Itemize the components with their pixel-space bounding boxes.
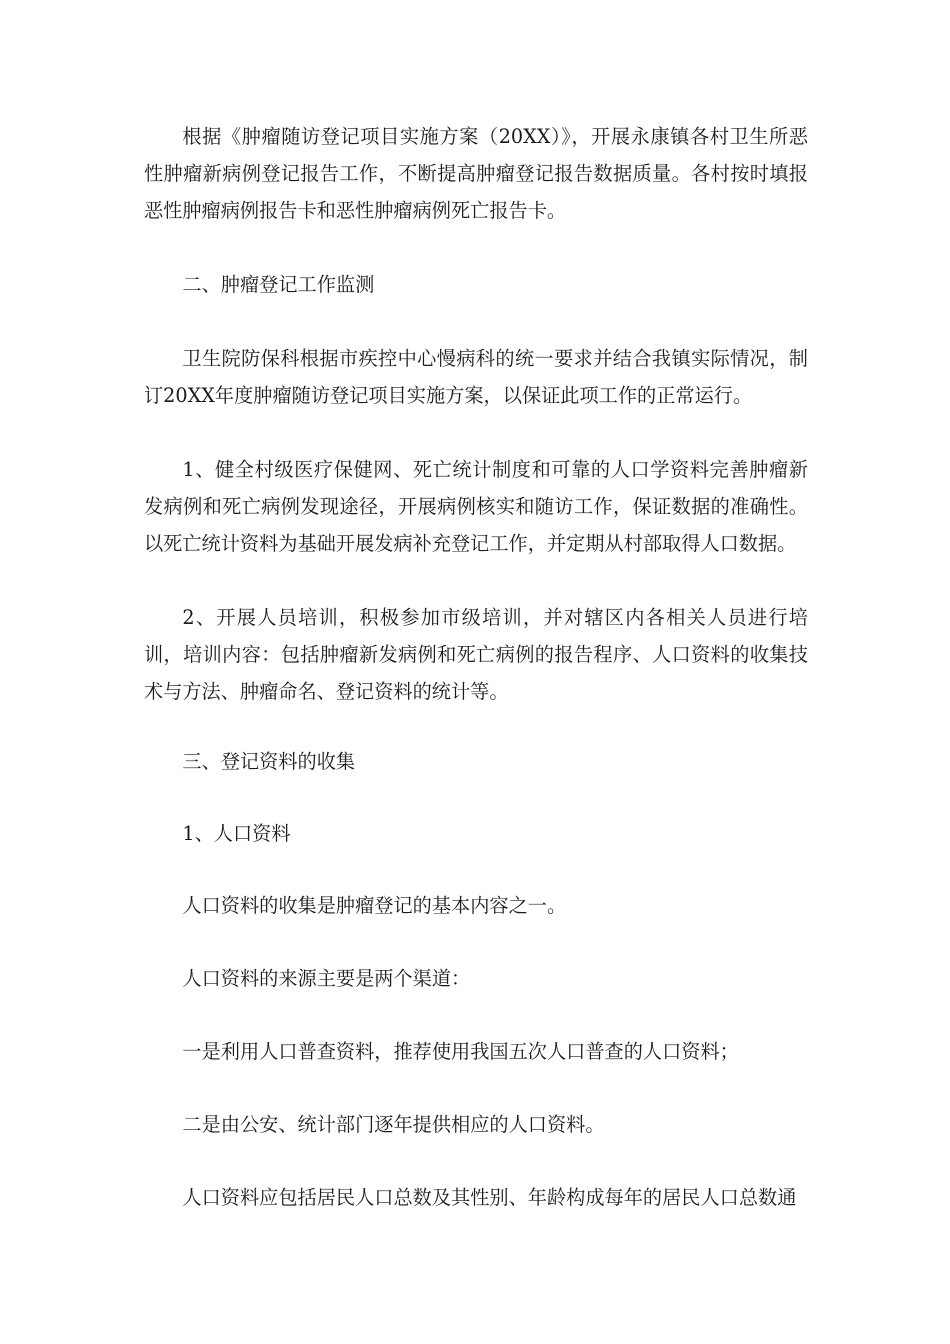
- paragraph-population-content: 人口资料应包括居民人口总数及其性别、年龄构成每年的居民人口总数通: [182, 1186, 797, 1209]
- paragraph-monitoring: 卫生院防保科根据市疾控中心慢病科的统一要求并结合我镇实际情况，制订20XX年度肿瘤随访登记项目实施方案，以保证此项工作的正常运行。: [144, 347, 808, 407]
- paragraph-source-one: 一是利用人口普查资料，推荐使用我国五次人口普查的人口资料；: [182, 1040, 739, 1063]
- subheading-population-data: 1、人口资料: [182, 822, 291, 845]
- paragraph-population-basic: 人口资料的收集是肿瘤登记的基本内容之一。: [182, 894, 567, 917]
- section-heading-3: 三、登记资料的收集: [182, 750, 356, 773]
- paragraph-item-2: 2、开展人员培训，积极参加市级培训，并对辖区内各相关人员进行培训，培训内容：包括肿瘤新发病例和死亡病例的报告程序、人口资料的收集技术与方法、肿瘤命名、登记资料的统计等。: [144, 606, 808, 703]
- section-heading-2: 二、肿瘤登记工作监测: [182, 273, 375, 296]
- paragraph-population-sources: 人口资料的来源主要是两个渠道：: [182, 967, 471, 990]
- paragraph-item-1: 1、健全村级医疗保健网、死亡统计制度和可靠的人口学资料完善肿瘤新发病例和死亡病例发现途径，开展病例核实和随访工作，保证数据的准确性。以死亡统计资料为基础开展发病补充登记工作，并定期从村部取得人口数据。: [144, 458, 808, 555]
- paragraph-source-two: 二是由公安、统计部门逐年提供相应的人口资料。: [182, 1113, 605, 1136]
- paragraph-intro: 根据《肿瘤随访登记项目实施方案（20XX）》，开展永康镇各村卫生所恶性肿瘤新病例登记报告工作，不断提高肿瘤登记报告数据质量。各村按时填报恶性肿瘤病例报告卡和恶性肿瘤病例死亡报告卡。: [144, 125, 808, 222]
